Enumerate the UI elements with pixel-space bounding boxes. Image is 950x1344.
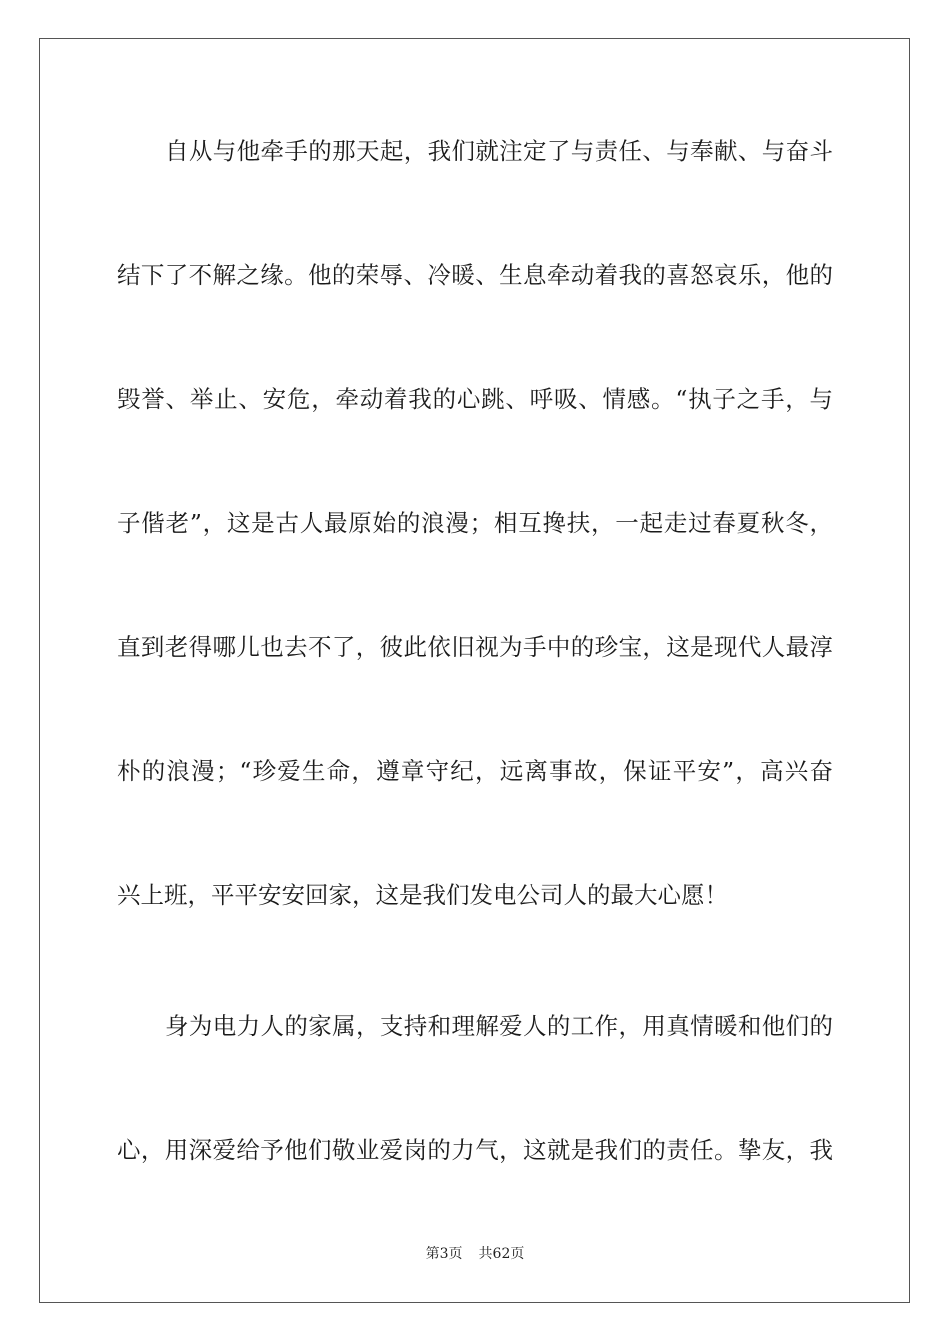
paragraph-1-line-1: 自从与他牵手的那天起，我们就注定了与责任、与奉献、与奋斗 <box>165 137 833 165</box>
paragraph-2-line-2: 心，用深爱给予他们敬业爱岗的力气，这就是我们的责任。挚友，我 <box>117 1136 833 1164</box>
page-number: 第3页 <box>425 1246 463 1262</box>
paragraph-1-line-2: 结下了不解之缘。他的荣辱、冷暖、生息牵动着我的喜怒哀乐，他的 <box>117 261 833 289</box>
paragraph-1-line-3: 毁誉、举止、安危，牵动着我的心跳、呼吸、情感。“执子之手，与 <box>117 385 833 413</box>
page-footer <box>0 1245 950 1263</box>
paragraph-1-line-5: 直到老得哪儿也去不了，彼此依旧视为手中的珍宝，这是现代人最淳 <box>117 633 833 661</box>
paragraph-1-line-6: 朴的浪漫；“珍爱生命，遵章守纪，远离事故，保证平安”，高兴奋 <box>117 757 833 785</box>
paragraph-2-line-1: 身为电力人的家属，支持和理解爱人的工作，用真情暖和他们的 <box>165 1012 833 1040</box>
page-border <box>39 38 910 1303</box>
paragraph-1-line-7: 兴上班，平平安安回家，这是我们发电公司人的最大心愿！ <box>117 881 728 909</box>
page-total: 共62页 <box>478 1246 525 1262</box>
paragraph-1-line-4: 子偕老”，这是古人最原始的浪漫；相互搀扶，一起走过春夏秋冬， <box>117 509 833 537</box>
